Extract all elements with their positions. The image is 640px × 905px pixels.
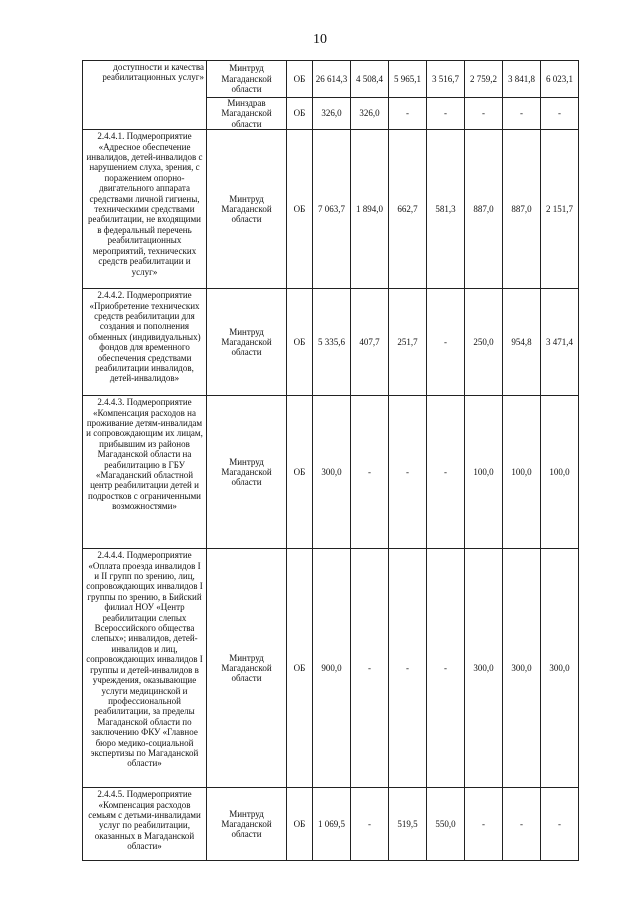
amount-cell: 662,7 bbox=[389, 130, 427, 289]
amount-cell: - bbox=[427, 98, 465, 130]
amount-cell: 4 508,4 bbox=[351, 61, 389, 98]
table-row bbox=[83, 61, 579, 98]
amount-cell: 581,3 bbox=[427, 130, 465, 289]
executor-cell: Минтруд Магаданской области bbox=[207, 788, 287, 861]
table-row bbox=[83, 396, 579, 549]
amount-cell: 250,0 bbox=[465, 289, 503, 396]
table-row bbox=[83, 130, 579, 289]
amount-cell: - bbox=[389, 549, 427, 788]
table-row bbox=[83, 289, 579, 396]
amount-cell: - bbox=[389, 396, 427, 549]
funding-source-cell: ОБ bbox=[287, 130, 313, 289]
table-row bbox=[83, 788, 579, 861]
amount-cell: - bbox=[351, 788, 389, 861]
amount-cell: - bbox=[351, 549, 389, 788]
amount-cell: 900,0 bbox=[313, 549, 351, 788]
measure-description: 2.4.4.5. Подмероприятие «Компенсация расходов семьям с детьми-инвалидами услуг по реабилитации, оказанных в Магаданской области» bbox=[83, 788, 207, 861]
amount-cell: 1 069,5 bbox=[313, 788, 351, 861]
amount-cell: - bbox=[427, 396, 465, 549]
amount-cell: 100,0 bbox=[503, 396, 541, 549]
amount-cell: 300,0 bbox=[541, 549, 579, 788]
funding-source-cell: ОБ bbox=[287, 549, 313, 788]
measure-description: 2.4.4.3. Подмероприятие «Компенсация расходов на проживание детям-инвалидам и сопровождающим их лицам, прибывшим из районов Магаданской области на реабилитацию в ГБУ «Магаданский областной центр реабилитации детей и подростков с ограниченными возможностями» bbox=[83, 396, 207, 549]
amount-cell: - bbox=[427, 289, 465, 396]
amount-cell: - bbox=[503, 788, 541, 861]
amount-cell: 300,0 bbox=[313, 396, 351, 549]
amount-cell: 887,0 bbox=[465, 130, 503, 289]
table-body bbox=[83, 61, 579, 861]
measure-description: 2.4.4.4. Подмероприятие «Оплата проезда инвалидов I и II групп по зрению, лиц, сопровождающих инвалидов I группы по зрению, в Бийский филиал НОУ «Центр реабилитации слепых Всероссийского общества слепых»; инвалидов, детей-инвалидов и лиц, сопровождающих инвалидов I группы и детей-инвалидов в учреждения, оказывающие услуги медицинской и профессиональной реабилитации, за пределы Магаданской области по заключению ФКУ «Главное бюро медико-социальной экспертизы по Магаданской области» bbox=[83, 549, 207, 788]
amount-cell: 954,8 bbox=[503, 289, 541, 396]
funding-source-cell: ОБ bbox=[287, 396, 313, 549]
page-number: 10 bbox=[313, 32, 327, 47]
amount-cell: 3 516,7 bbox=[427, 61, 465, 98]
amount-cell: - bbox=[351, 396, 389, 549]
funding-source-cell: ОБ bbox=[287, 98, 313, 130]
funding-source-cell: ОБ bbox=[287, 788, 313, 861]
amount-cell: - bbox=[465, 98, 503, 130]
amount-cell: 6 023,1 bbox=[541, 61, 579, 98]
amount-cell: 26 614,3 bbox=[313, 61, 351, 98]
amount-cell: 2 151,7 bbox=[541, 130, 579, 289]
amount-cell: 519,5 bbox=[389, 788, 427, 861]
amount-cell: 887,0 bbox=[503, 130, 541, 289]
executor-cell: Минтруд Магаданской области bbox=[207, 130, 287, 289]
amount-cell: - bbox=[427, 549, 465, 788]
amount-cell: 326,0 bbox=[313, 98, 351, 130]
executor-cell: Минтруд Магаданской области bbox=[207, 289, 287, 396]
amount-cell: 1 894,0 bbox=[351, 130, 389, 289]
executor-cell: Минтруд Магаданской области bbox=[207, 549, 287, 788]
amount-cell: 300,0 bbox=[503, 549, 541, 788]
funding-source-cell: ОБ bbox=[287, 61, 313, 98]
funding-source-cell: ОБ bbox=[287, 289, 313, 396]
amount-cell: 326,0 bbox=[351, 98, 389, 130]
amount-cell: 3 471,4 bbox=[541, 289, 579, 396]
amount-cell: 100,0 bbox=[541, 396, 579, 549]
executor-cell: Минздрав Магаданской области bbox=[207, 98, 287, 130]
amount-cell: - bbox=[389, 98, 427, 130]
measure-description: 2.4.4.2. Подмероприятие «Приобретение технических средств реабилитации для создания и пополнения обменных (индивидуальных) фондов для временного обеспечения средствами реабилитации инвалидов, детей-инвалидов» bbox=[83, 289, 207, 396]
executor-cell: Минтруд Магаданской области bbox=[207, 61, 287, 98]
amount-cell: 2 759,2 bbox=[465, 61, 503, 98]
amount-cell: 300,0 bbox=[465, 549, 503, 788]
amount-cell: - bbox=[541, 788, 579, 861]
amount-cell: 5 335,6 bbox=[313, 289, 351, 396]
amount-cell: - bbox=[541, 98, 579, 130]
amount-cell: 251,7 bbox=[389, 289, 427, 396]
measure-description: доступности и качества реабилитационных услуг» bbox=[83, 61, 207, 130]
budget-table bbox=[82, 60, 579, 861]
measure-description: 2.4.4.1. Подмероприятие «Адресное обеспечение инвалидов, детей-инвалидов с нарушением слуха, зрения, с поражением опорно-двигательного аппарата средствами личной гигиены, техническими средствами реабилитации, не входящими в федеральный перечень реабилитационных мероприятий, технических средств реабилитации и услуг» bbox=[83, 130, 207, 289]
amount-cell: 550,0 bbox=[427, 788, 465, 861]
amount-cell: 3 841,8 bbox=[503, 61, 541, 98]
table-row bbox=[83, 549, 579, 788]
executor-cell: Минтруд Магаданской области bbox=[207, 396, 287, 549]
amount-cell: 5 965,1 bbox=[389, 61, 427, 98]
amount-cell: - bbox=[503, 98, 541, 130]
amount-cell: 407,7 bbox=[351, 289, 389, 396]
amount-cell: 100,0 bbox=[465, 396, 503, 549]
amount-cell: 7 063,7 bbox=[313, 130, 351, 289]
amount-cell: - bbox=[465, 788, 503, 861]
